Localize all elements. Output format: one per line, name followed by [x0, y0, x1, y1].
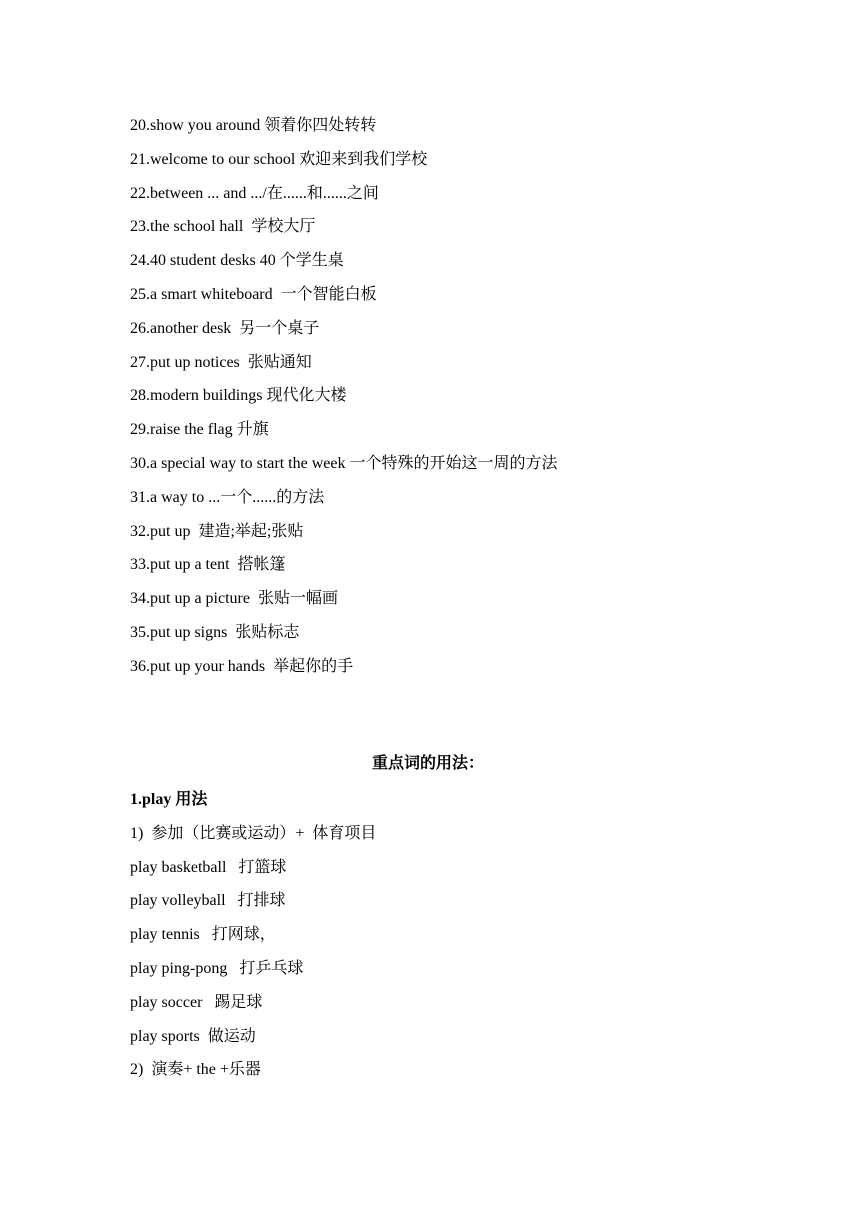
vocab-item: 32.put up 建造;举起;张贴	[130, 522, 304, 540]
vocab-item: 23.the school hall 学校大厅	[130, 218, 316, 236]
vocab-item: 35.put up signs 张贴标志	[130, 623, 300, 641]
usage-section	[130, 783, 770, 1087]
vocab-item: 33.put up a tent 搭帐篷	[130, 556, 286, 574]
usage-line: play volleyball 打排球	[130, 892, 286, 910]
vocab-item: 36.put up your hands 举起你的手	[130, 657, 354, 675]
vocab-item: 22.between ... and .../在......和......之间	[130, 184, 379, 202]
vocab-item: 29.raise the flag 升旗	[130, 421, 269, 439]
vocab-item: 31.a way to ...一个......的方法	[130, 488, 325, 506]
vocab-item: 28.modern buildings 现代化大楼	[130, 387, 347, 405]
usage-line: 1) 参加（比赛或运动）+ 体育项目	[130, 824, 377, 842]
vocab-item: 27.put up notices 张贴通知	[130, 353, 312, 371]
usage-line: play ping-pong 打乒乓球	[130, 959, 304, 977]
vocab-item: 20.show you around 领着你四处转转	[130, 117, 377, 134]
vocab-item: 26.another desk 另一个桌子	[130, 319, 320, 337]
vocab-item: 21.welcome to our school 欢迎来到我们学校	[130, 150, 428, 168]
vocab-item: 25.a smart whiteboard 一个智能白板	[130, 285, 377, 303]
usage-line: play soccer 踢足球	[130, 993, 263, 1011]
section-title: 重点词的用法：	[371, 755, 484, 772]
vocab-item: 24.40 student desks 40 个学生桌	[130, 252, 344, 270]
vocabulary-list	[130, 109, 770, 684]
usage-line: play sports 做运动	[130, 1027, 256, 1045]
vocab-item: 30.a special way to start the week 一个特殊的开始这一周的方法	[130, 454, 558, 472]
usage-line: 2) 演奏+ the +乐器	[130, 1061, 261, 1079]
usage-line: play basketball 打篮球	[130, 858, 287, 876]
vocab-item: 34.put up a picture 张贴一幅画	[130, 590, 338, 608]
usage-heading: 1.play 用法	[130, 791, 208, 808]
usage-line: play tennis 打网球，	[130, 926, 276, 944]
